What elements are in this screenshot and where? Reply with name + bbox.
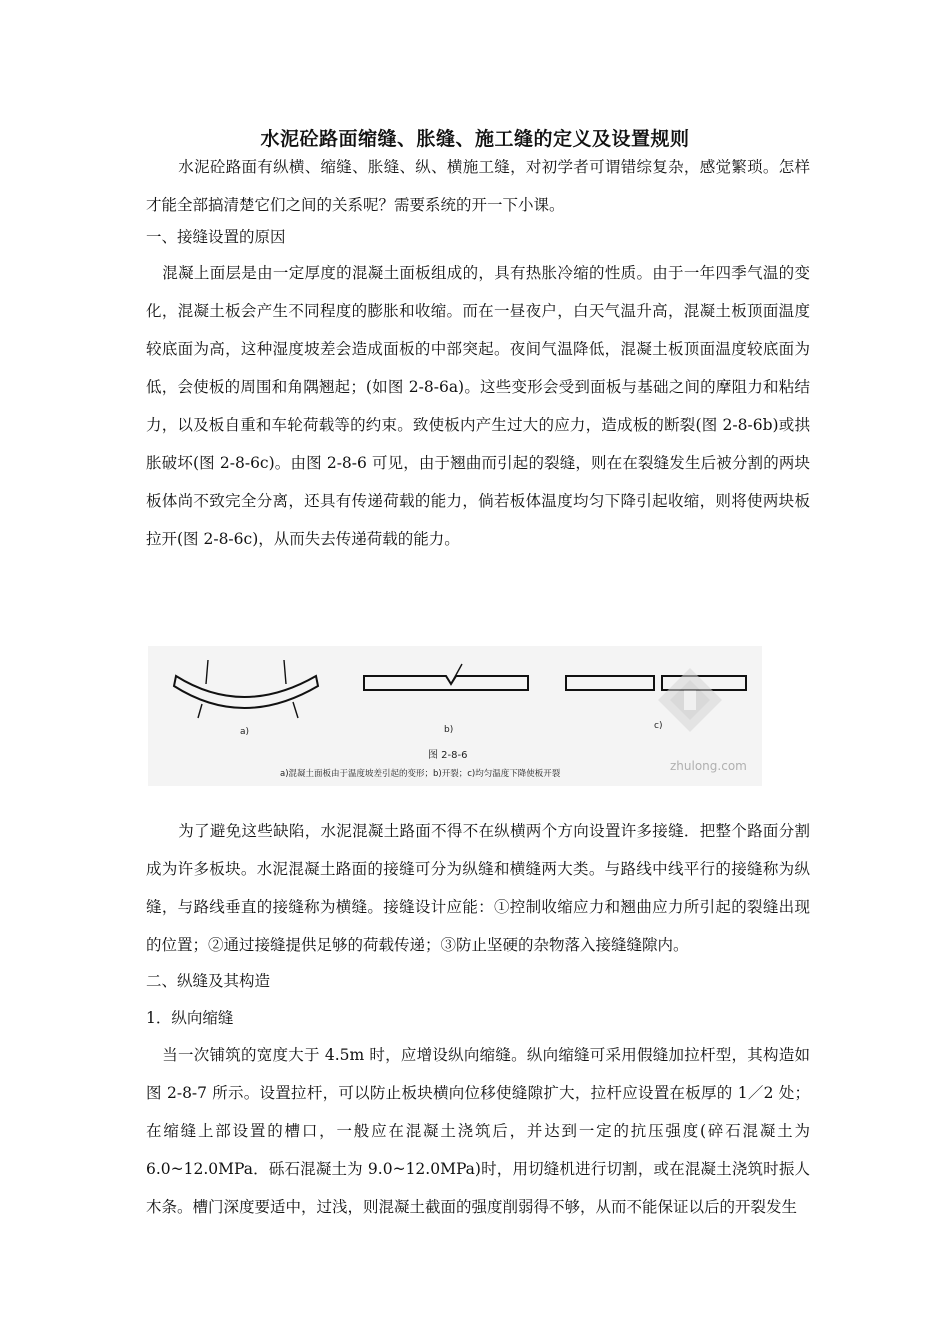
figure-label-b: b) bbox=[444, 725, 454, 735]
crack-line-a4 bbox=[293, 702, 298, 718]
crack-arrow-b bbox=[451, 664, 462, 684]
watermark-text: zhulong.com bbox=[670, 759, 747, 773]
watermark-logo bbox=[658, 668, 722, 732]
figure-caption: a)混凝土面板由于温度坡差引起的变形；b)开裂；c)均匀温度下降使板开裂 bbox=[280, 769, 561, 779]
section1-heading: 一、接缝设置的原因 bbox=[146, 228, 286, 246]
section1-paragraph bbox=[146, 254, 810, 558]
crack-line-a2 bbox=[284, 660, 286, 684]
figure-drawing bbox=[148, 646, 762, 786]
intro-text: 水泥砼路面有纵横、缩缝、胀缝、纵、横施工缝，对初学者可谓错综复杂，感觉繁琐。怎样才能全部搞清楚它们之间的关系呢？需要系统的开一下小课。 bbox=[146, 158, 810, 214]
warped-slab-a bbox=[174, 676, 318, 708]
figure-number: 图 2-8-6 bbox=[428, 750, 468, 761]
figure-label-a: a) bbox=[240, 727, 250, 737]
section2-heading: 二、纵缝及其构造 bbox=[146, 972, 271, 990]
paragraph-3-text: 当一次铺筑的宽度大于 4.5m 时，应增设纵向缩缝。纵向缩缝可采用假缝加拉杆型，其构造如图 2-8-7 所示。设置拉杆，可以防止板块横向位移使缝隙扩大，拉杆应设置在板厚的 1／2 处；在缩缝上部设置的槽口，一般应在混凝土浇筑后，并达到一定的抗压强度(碎石混凝土为 6.0~12.0MPa．砾石混凝土为 9.0~12.0MPa)时，用切缝机进行切割，或在混凝土浇筑时振人木条。槽门深度要适中，过浅，则混凝土截面的强度削弱得不够，从而不能保证以后的开裂发生 bbox=[146, 1046, 810, 1216]
figure-label-c: c) bbox=[654, 721, 663, 731]
figure-2-8-6 bbox=[148, 646, 762, 786]
section1-text: 混凝上面层是由一定厚度的混凝土面板组成的，具有热胀冷缩的性质。由于一年四季气温的变化，混凝土板会产生不同程度的膨胀和收缩。而在一昼夜户，白天气温升高，混凝土板顶面温度较底面为高，这种湿度坡差会造成面板的中部突起。夜间气温降低，混凝土板顶面温度较底面为低，会使板的周围和角隅翘起；(如图 2-8-6a)。这些变形会受到面板与基础之间的摩阻力和粘结力，以及板自重和车轮荷载等的约束。致使板内产生过大的应力，造成板的断裂(图 2-8-6b)或拱胀破坏(图 2-8-6c)。由图 2-8-6 可见，由于翘曲而引起的裂缝，则在在裂缝发生后被分割的两块板体尚不致完全分离，还具有传递荷载的能力，倘若板体温度均匀下降引起收缩，则将使两块板拉开(图 2-8-6c)，从而失去传递荷载的能力。 bbox=[146, 264, 810, 548]
sub1-heading: 1．纵向缩缝 bbox=[146, 1009, 234, 1027]
paragraph-3 bbox=[146, 1036, 810, 1226]
paragraph-2 bbox=[146, 812, 810, 964]
crack-line-a1 bbox=[206, 660, 208, 684]
cracked-slab-b bbox=[364, 676, 528, 690]
crack-line-a3 bbox=[198, 704, 202, 718]
intro-paragraph bbox=[146, 148, 810, 224]
document-title: 水泥砼路面缩缝、胀缝、施工缝的定义及设置规则 bbox=[260, 128, 690, 150]
slab-c-left bbox=[566, 676, 654, 690]
paragraph-2-text: 为了避免这些缺陷，水泥混凝土路面不得不在纵横两个方向设置许多接缝．把整个路面分割成为许多板块。水泥混凝土路面的接缝可分为纵缝和横缝两大类。与路线中线平行的接缝称为纵缝，与路线垂直的接缝称为横缝。接缝设计应能：①控制收缩应力和翘曲应力所引起的裂缝出现的位置；②通过接缝提供足够的荷载传递；③防止坚硬的杂物落入接缝缝隙内。 bbox=[146, 822, 810, 954]
